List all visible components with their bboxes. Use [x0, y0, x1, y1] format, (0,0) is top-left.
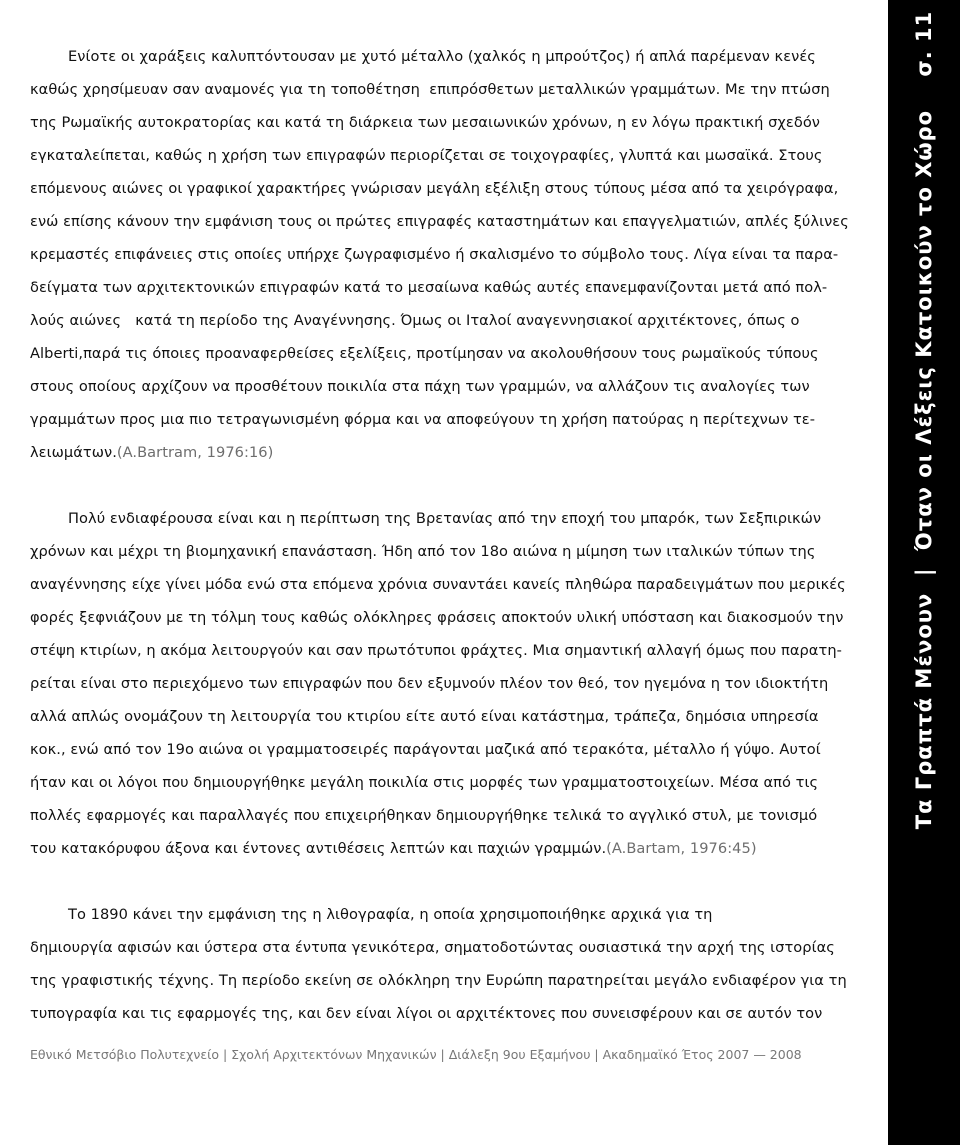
text-line: στους οποίους αρχίζουν να προσθέτουν ποικιλία στα πάχη των γραμμών, να αλλάζουν τις αναλογίες των: [30, 378, 810, 395]
text-line: ήταν και οι λόγοι που δημιουργήθηκε μεγάλη ποικιλία στις μορφές των γραμματοστοιχείων. Μέσα από τις: [30, 774, 819, 791]
text-line: τυπογραφία και τις εφαρμογές της, και δεν είναι λίγοι οι αρχιτέκτονες που συνεισφέρουν και σε αυτόν τον: [30, 1005, 823, 1022]
text-line: Πολύ ενδιαφέρουσα είναι και η περίπτωση της Βρετανίας από την εποχή του μπαρόκ, των Σεξπιρικών: [68, 510, 822, 527]
text-line: ρείται είναι στο περιεχόμενο των επιγραφών που δεν εξυμνούν πλέον τον θεό, τον ηγεμόνα η τον ιδιοκτήτη: [30, 675, 829, 692]
text-line: γραμμάτων προς μια πιο τετραγωνισμένη φόρμα και να αποφεύγουν τη χρήση πατούρας η περίτεχνων τε-: [30, 411, 816, 428]
text-line: πολλές εφαρμογές και παραλλαγές που επιχειρήθηκαν δημιουργήθηκε τελικά το αγγλικό στυλ, με τονισμό: [30, 807, 818, 824]
text-line: εγκαταλείπεται, καθώς η χρήση των επιγραφών περιορίζεται σε τοιχογραφίες, γλυπτά και μωσαϊκά. Στους: [30, 147, 823, 164]
text-line: ενώ επίσης κάνουν την εμφάνιση τους οι πρώτες επιγραφές καταστημάτων και επαγγελματιών, απλές ξύλινες: [30, 213, 849, 230]
text-line: καθώς χρησίμευαν σαν αναμονές για τη τοποθέτηση επιπρόσθετων μεταλλικών γραμμάτων. Με την πτώση: [30, 81, 830, 98]
text-line: στέψη κτιρίων, η ακόμα λειτουργούν και σαν πρωτότυποι φράχτες. Μια σημαντική αλλαγή όμως που παρατη-: [30, 642, 842, 659]
text-line: της Ρωμαϊκής αυτοκρατορίας και κατά τη διάρκεια των μεσαιωνικών χρόνων, η εν λόγω πρακτική σχεδόν: [30, 114, 821, 131]
citation: (A.Bartam, 1976:45): [606, 840, 757, 857]
page-footer: Εθνικό Μετσόβιο Πολυτεχνείο | Σχολή Αρχιτεκτόνων Μηχανικών | Διάλεξη 9ου Εξαμήνου | Ακαδημαϊκό Έτος 2007 — 2008: [30, 1047, 802, 1062]
citation: (A.Bartram, 1976:16): [116, 444, 274, 461]
text-line: δημιουργία αφισών και ύστερα στα έντυπα γενικότερα, σηματοδοτώντας ουσιαστικά την αρχή της ιστορίας: [30, 939, 835, 956]
text-line: αναγέννησης είχε γίνει μόδα ενώ στα επόμενα χρόνια συναντάει κανείς πληθώρα παραδειγμάτων που μερικές: [30, 576, 846, 593]
text-line: κοκ., ενώ από τον 19ο αιώνα οι γραμματοσειρές παράγονται μαζικά από τερακότα, μέταλλο ή γύψο. Αυτοί: [30, 741, 821, 758]
sidebar-title: Τα Γραπτά Μένουν | Όταν οι Λέξεις Κατοικούν το Χώρο σ. 11: [912, 10, 936, 830]
text-line: της γραφιστικής τέχνης. Τη περίοδο εκείνη σε ολόκληρη την Ευρώπη παρατηρείται μεγάλο ενδιαφέρον για τη: [30, 972, 847, 989]
text-line-last: [30, 443, 273, 463]
text-line: Το 1890 κάνει την εμφάνιση της η λιθογραφία, η οποία χρησιμοποιήθηκε αρχικά για τη: [68, 906, 713, 923]
sidebar-banner: [888, 0, 960, 1145]
text-line: Ενίοτε οι χαράξεις καλυπτόντουσαν με χυτό μέταλλο (χαλκός η μπρούτζος) ή απλά παρέμεναν κενές: [68, 48, 816, 65]
text-line: Alberti,παρά τις όποιες προαναφερθείσες εξελίξεις, προτίμησαν να ακολουθήσουν τους ρωμαϊκούς τύπους: [30, 345, 819, 362]
text-line: φορές ξεφνιάζουν με τη τόλμη τους καθώς ολόκληρες φράσεις αποκτούν υλική υπόσταση και διακοσμούν την: [30, 609, 844, 626]
text-fragment: λειωμάτων.: [30, 444, 117, 461]
text-line: λούς αιώνες κατά τη περίοδο της Αναγέννησης. Όμως οι Ιταλοί αναγεννησιακοί αρχιτέκτονες, όπως ο: [30, 312, 800, 329]
text-line: κρεμαστές επιφάνειες στις οποίες υπήρχε ζωγραφισμένο ή σκαλισμένο το σύμβολο τους. Λίγα είναι τα παρα-: [30, 246, 839, 263]
text-fragment: του κατακόρυφου άξονα και έντονες αντιθέσεις λεπτών και παχιών γραμμών.: [30, 840, 607, 857]
text-line-last: [30, 839, 757, 859]
text-line: επόμενους αιώνες οι γραφικοί χαρακτήρες γνώρισαν μεγάλη εξέλιξη στους τύπους μέσα από τα χειρόγραφα,: [30, 180, 839, 197]
text-line: αλλά απλώς ονομάζουν τη λειτουργία του κτιρίου είτε αυτό είναι κατάστημα, τράπεζα, δημόσια υπηρεσία: [30, 708, 819, 725]
text-line: δείγματα των αρχιτεκτονικών επιγραφών κατά το μεσαίωνα καθώς αυτές επανεμφανίζονται μετά από πολ-: [30, 279, 828, 296]
text-line: χρόνων και μέχρι τη βιομηχανική επανάσταση. Ήδη από τον 18ο αιώνα η μίμηση των ιταλικών τύπων της: [30, 543, 816, 560]
